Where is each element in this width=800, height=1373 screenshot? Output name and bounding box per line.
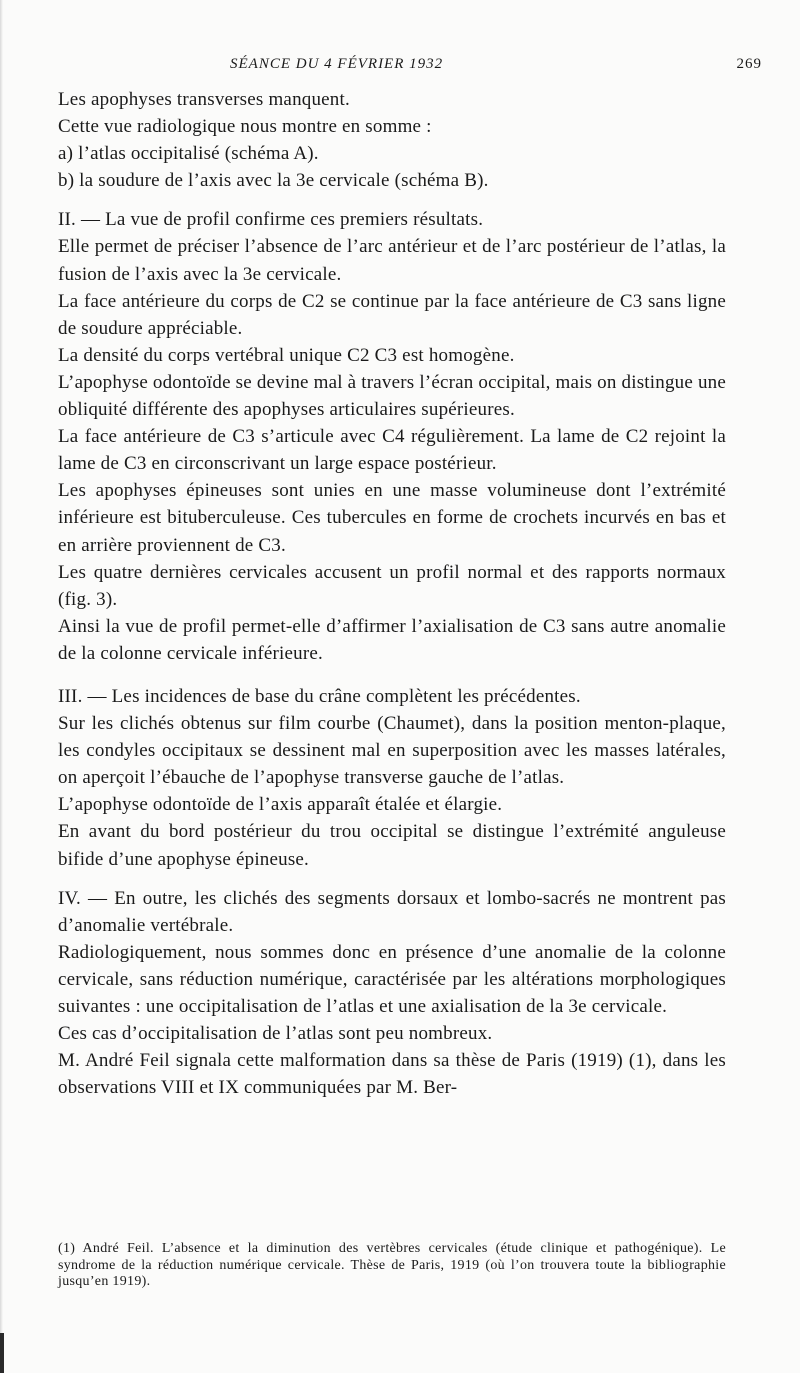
- paragraph: Elle permet de préciser l’absence de l’arc antérieur et de l’arc postérieur de l’atlas, la fusion de l’axis avec la 3e cervicale.: [58, 236, 726, 285]
- paragraph: Radiologiquement, nous sommes donc en présence d’une anomalie de la colonne cervicale, sans réduction numérique, caractérisée par les altérations morphologiques suivantes : une occipitalisation de l’atlas et une axialisation de la 3e cervicale.: [58, 941, 726, 1017]
- section-heading-iii: III. — Les incidences de base du crâne complètent les précédentes.: [58, 685, 581, 707]
- paragraph: La densité du corps vertébral unique C2 C3 est homogène.: [58, 344, 515, 366]
- section-heading-ii: II. — La vue de profil confirme ces premiers résultats.: [58, 209, 484, 231]
- paragraph: La face antérieure de C3 s’articule avec C4 régulièrement. La lame de C2 rejoint la lame de C3 en circonscrivant un large espace postérieur.: [58, 426, 726, 475]
- footnote-text: (1) André Feil. L’absence et la diminution des vertèbres cervicales (étude clinique et pathogénique). Le syndrome de la réduction numérique cervicale. Thèse de Paris, 1919 (où l’on trouvera toute la bibliographie jusqu’en 1919).: [58, 1241, 726, 1289]
- paragraph: b) la soudure de l’axis avec la 3e cervicale (schéma B).: [58, 170, 489, 192]
- running-title: SÉANCE DU 4 FÉVRIER 1932: [230, 56, 444, 72]
- running-header: [60, 56, 762, 80]
- section-heading-iv: IV. — En outre, les clichés des segments dorsaux et lombo-sacrés ne montrent pas d’anomalie vertébrale.: [58, 887, 726, 936]
- body-text: [58, 86, 726, 1101]
- paragraph: a) l’atlas occipitalisé (schéma A).: [58, 143, 319, 165]
- paragraph: Les apophyses épineuses sont unies en une masse volumineuse dont l’extrémité inférieure est bituberculeuse. Ces tubercules en forme de crochets incurvés en bas et en arrière proviennent de C3.: [58, 480, 726, 556]
- page-number: 269: [736, 56, 762, 72]
- paragraph: L’apophyse odontoïde se devine mal à travers l’écran occipital, mais on distingue une obliquité différente des apophyses articulaires supérieures.: [58, 371, 726, 421]
- paragraph: M. André Feil signala cette malformation dans sa thèse de Paris (1919) (1), dans les observations VIII et IX communiquées par M. Ber-: [58, 1050, 726, 1099]
- paragraph: Ainsi la vue de profil permet-elle d’affirmer l’axialisation de C3 sans autre anomalie de la colonne cervicale inférieure.: [58, 615, 726, 664]
- page-binding-shadow: [0, 0, 3, 1373]
- paragraph: L’apophyse odontoïde de l’axis apparaît étalée et élargie.: [58, 794, 503, 816]
- footnote: [58, 1241, 726, 1291]
- paragraph: Sur les clichés obtenus sur film courbe (Chaumet), dans la position menton-plaque, les condyles occipitaux se dessinent mal en superposition avec les masses latérales, on aperçoit l’ébauche de l’apophyse transverse gauche de l’atlas.: [58, 713, 726, 789]
- paragraph: Les quatre dernières cervicales accusent un profil normal et des rapports normaux (fig. 3).: [58, 561, 726, 610]
- paragraph: Ces cas d’occipitalisation de l’atlas sont peu nombreux.: [58, 1023, 493, 1045]
- page-corner-mark: [0, 1333, 4, 1373]
- paragraph: Cette vue radiologique nous montre en somme :: [58, 116, 432, 138]
- paragraph: En avant du bord postérieur du trou occipital se distingue l’extrémité anguleuse bifide d’une apophyse épineuse.: [58, 821, 726, 870]
- paragraph: La face antérieure du corps de C2 se continue par la face antérieure de C3 sans ligne de soudure appréciable.: [58, 290, 726, 339]
- paragraph: Les apophyses transverses manquent.: [58, 89, 350, 110]
